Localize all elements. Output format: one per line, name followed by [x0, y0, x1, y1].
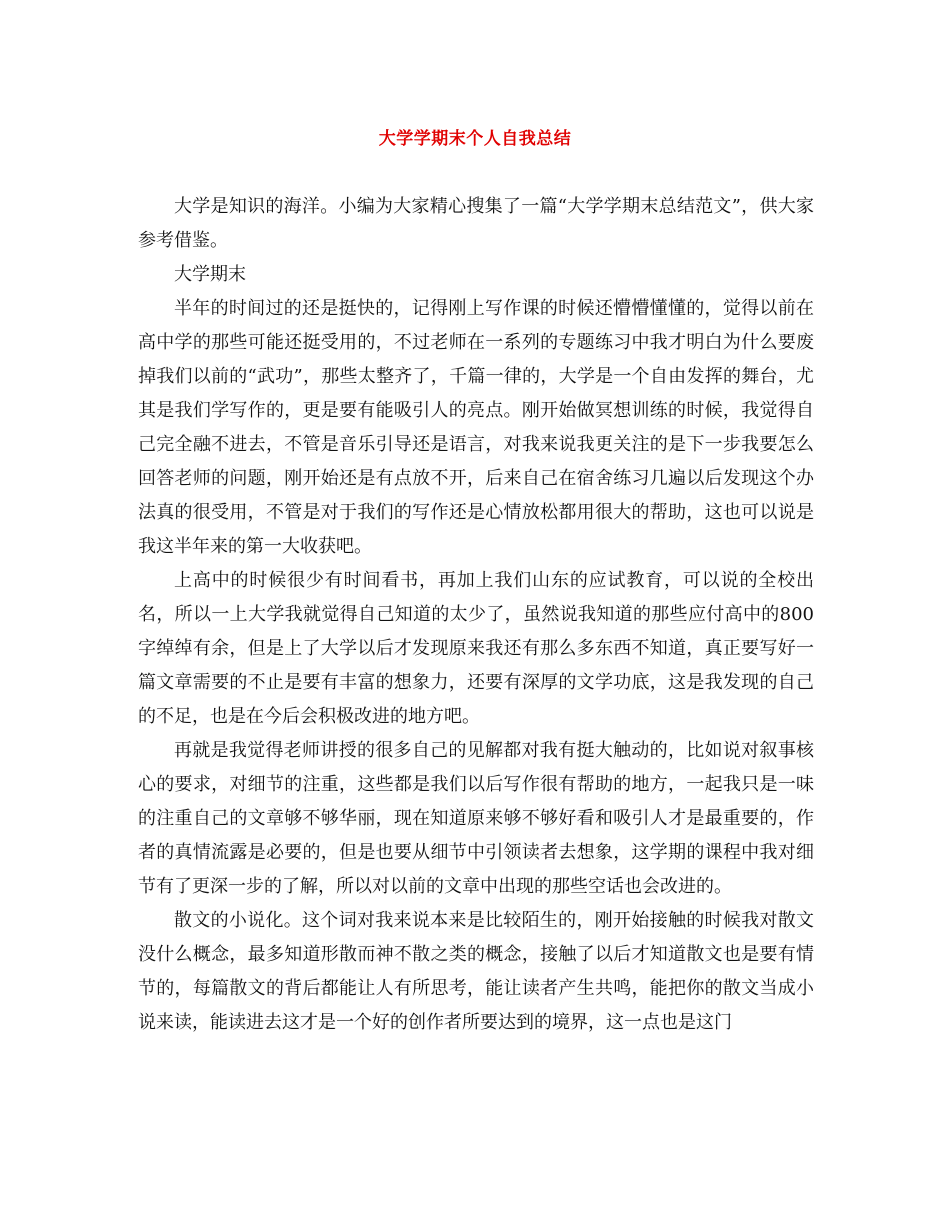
- paragraph-intro: 大学是知识的海洋。小编为大家精心搜集了一篇“大学学期末总结范文”，供大家参考借鉴。: [138, 196, 814, 251]
- paragraph-1: 半年的时间过的还是挺快的，记得刚上写作课的时候还懵懵懂懂的，觉得以前在高中学的那些可能还挺受用的，不过老师在一系列的专题练习中我才明白为什么要废掉我们以前的“武功”，那些太整齐了，千篇一律的，大学是一个自由发挥的舞台，尤其是我们学写作的，更是要有能吸引人的亮点。刚开始做冥想训练的时候，我觉得自己完全融不进去，不管是音乐引导还是语言，对我来说我更关注的是下一步我要怎么回答老师的问题，刚开始还是有点放不开，后来自己在宿舍练习几遍以后发现这个办法真的很受用，不管是对于我们的写作还是心情放松都用很大的帮助，这也可以说是我这半年来的第一大收获吧。: [138, 298, 814, 557]
- paragraph-3: 再就是我觉得老师讲授的很多自己的见解都对我有挺大触动的，比如说对叙事核心的要求，对细节的注重，这些都是我们以后写作很有帮助的地方，一起我只是一味的注重自己的文章够不够华丽，现在知道原来够不够好看和吸引人才是最重要的，作者的真情流露是必要的，但是也要从细节中引领读者去想象，这学期的课程中我对细节有了更深一步的了解，所以对以前的文章中出现的那些空话也会改进的。: [138, 740, 814, 897]
- paragraph-section-heading: 大学期末: [174, 264, 246, 285]
- paragraph-4: 散文的小说化。这个词对我来说本来是比较陌生的，刚开始接触的时候我对散文没什么概念，最多知道形散而神不散之类的概念，接触了以后才知道散文也是要有情节的，每篇散文的背后都能让人有所思考，能让读者产生共鸣，能把你的散文当成小说来读，能读进去这才是一个好的创作者所要达到的境界，这一点也是这门: [138, 910, 814, 1033]
- paragraph-2: 上高中的时候很少有时间看书，再加上我们山东的应试教育，可以说的全校出名，所以一上大学我就觉得自己知道的太少了，虽然说我知道的那些应付高中的800字绰绰有余，但是上了大学以后才发现原来我还有那么多东西不知道，真正要写好一篇文章需要的不止是要有丰富的想象力，还要有深厚的文学功底，这是我发现的自己的不足，也是在今后会积极改进的地方吧。: [138, 570, 814, 727]
- document-body: [138, 190, 814, 1040]
- document-title: 大学学期末个人自我总结: [378, 129, 572, 149]
